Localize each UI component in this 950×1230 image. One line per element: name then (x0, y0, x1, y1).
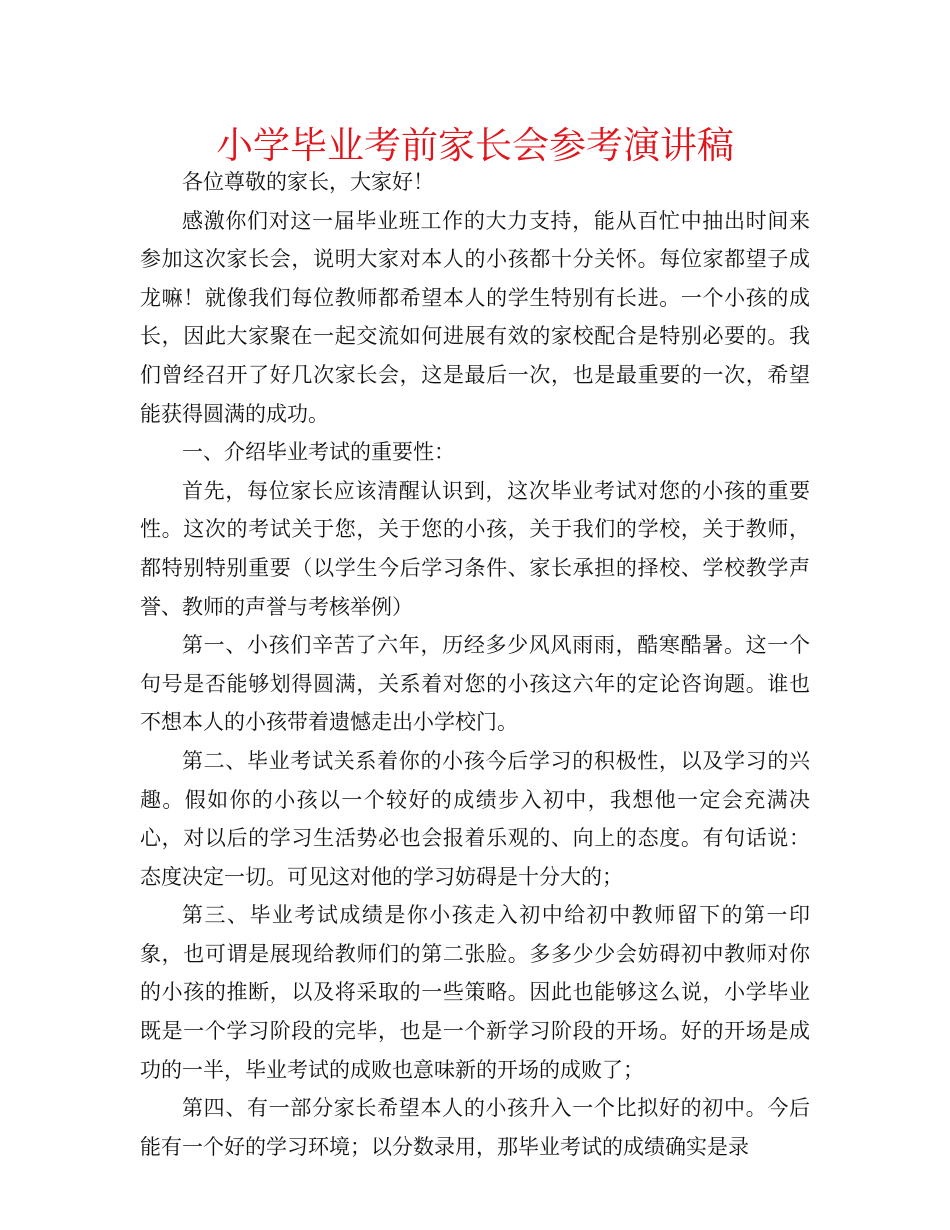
paragraph-greeting: 各位尊敬的家长，大家好！ (182, 170, 434, 194)
paragraph-point-one: 第一、小孩们辛苦了六年，历经多少风风雨雨，酷寒酷暑。这一个句号是否能够划得圆满，关系着对您的小孩这六年的定论咨询题。谁也不想本人的小孩带着遗憾走出小学校门。 (140, 633, 810, 735)
paragraph-thanks: 感激你们对这一届毕业班工作的大力支持，能从百忙中抽出时间来参加这次家长会，说明大家对本人的小孩都十分关怀。每位家都望子成龙嘛！就像我们每位教师都希望本人的学生特别有长进。一个小孩的成长，因此大家聚在一起交流如何进展有效的家校配合是特别必要的。我们曾经召开了好几次家长会，这是最后一次，也是最重要的一次，希望能获得圆满的成功。 (140, 208, 810, 426)
paragraph-point-two: 第二、毕业考试关系着你的小孩今后学习的积极性，以及学习的兴趣。假如你的小孩以一个较好的成绩步入初中，我想他一定会充满决心，对以后的学习生活势必也会报着乐观的、向上的态度。有句话说：态度决定一切。可见这对他的学习妨碍是十分大的； (140, 748, 810, 889)
section-heading-importance: 一、介绍毕业考试的重要性： (182, 440, 455, 465)
paragraph-point-three: 第三、毕业考试成绩是你小孩走入初中给初中教师留下的第一印象，也可谓是展现给教师们的第二张脸。多多少少会妨碍初中教师对你的小孩的推断，以及将采取的一些策略。因此也能够这么说，小学毕业既是一个学习阶段的完毕，也是一个新学习阶段的开场。好的开场是成功的一半，毕业考试的成败也意味新的开场的成败了； (140, 903, 810, 1082)
paragraph-point-four: 第四、有一部分家长希望本人的小孩升入一个比拟好的初中。今后能有一个好的学习环境；以分数录用，那毕业考试的成绩确实是录 (140, 1096, 810, 1159)
document-title: 小学毕业考前家长会参考演讲稿 (216, 124, 734, 167)
paragraph-first-of-all: 首先，每位家长应该清醒认识到，这次毕业考试对您的小孩的重要性。这次的考试关于您，关于您的小孩，关于我们的学校，关于教师，都特别特别重要（以学生今后学习条件、家长承担的择校、学校教学声誉、教师的声誉与考核举例） (140, 478, 810, 619)
document-body (140, 163, 810, 1166)
